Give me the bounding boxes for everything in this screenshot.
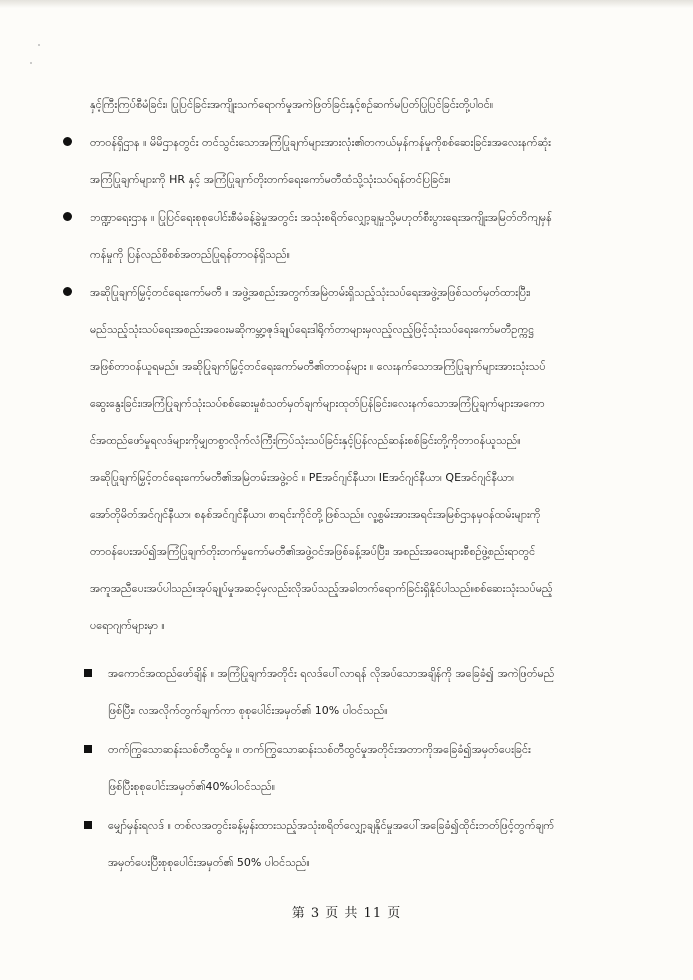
text-line: အကောင်အထည်ဖော်ချိန် ။ အကြံပြုချက်အတိုင်း ရလဒ်ပေါ်လာရန် လိုအပ်သောအချိန်ကို အခြေခံ၍ အကဲဖြတ်မည် <box>108 667 555 680</box>
text-line: င်အထည်ဖော်မှုရလဒ်များကိုမျှတစွာလိုက်လံကြီးကြပ်သုံးသပ်ခြင်းနှင့်ပြန်လည်ဆန်းစစ်ခြင်းတို့ကိုတာဝန်ယူသည်။ <box>90 434 521 447</box>
bullet-item-committee <box>90 274 553 644</box>
text-line: မည်သည့်သုံးသပ်ရေးအစည်းအဝေးမဆိုကမ္ဘာ့ဇုဒ်ချုပ်ရေးဒါရိုက်တာများမှလည့်လည့်ဖြင့်သုံးသပ်ရေးကော်မတီဥက္ကဋ္ဌ <box>90 323 535 336</box>
text-line: တာဝန်ပေးအပ်၍အကြံပြုချက်တိုးတက်မှုကော်မတီ၏အဖွဲ့ဝင်အဖြစ်ခန့်အပ်ပြီး၊ အစည်းအဝေးများစီစဉ်ဖွဲ့စည်းရာတွင် <box>90 545 536 558</box>
text-line: မျှော်မှန်းရလဒ် ။ တစ်လအတွင်းခန့်မှန်းထားသည့်အသုံးစရိတ်လျှော့ချနိုင်မှုအပေါ်အခြေခံ၍ထိုင်းဘတ်ဖြင့်တွက်ချက် <box>108 819 555 832</box>
page-number-footer: 第 3 页 共 11 页 <box>291 906 402 921</box>
text-line: အကူအညီပေးအပ်ပါသည်။အုပ်ချုပ်မှုအဆင့်မှလည်းလိုအပ်သည့်အခါတက်ရောက်ခြင်းရှိနိုင်ပါသည်။စစ်ဆေးသုံးသပ်မည့် <box>90 582 553 595</box>
text-line: အမှတ်ပေးပြီးစုစုပေါင်းအမှတ်၏ 50% ပါဝင်သည်။ <box>108 856 310 869</box>
sub-bullet-implementation-time <box>108 655 554 729</box>
square-bullet-icon <box>84 745 92 753</box>
text-line: နှင့်ကြီးကြပ်စီမံခြင်း၊ ပြုပြင်ခြင်းအကျိုးသက်ရောက်မှုအကဲဖြတ်ခြင်းနှင့်စဉ်ဆက်မပြတ်ပြုပြင်ခြင်းတို့ပါဝင်။ <box>90 98 494 111</box>
text-line: အကြံပြုချက်များကို HR နှင့် အကြံပြုချက်တိုးတက်ရေးကော်မတီထံသို့သုံးသပ်ရန်တင်ပြခြင်း။ <box>90 173 451 186</box>
sub-bullet-innovation <box>108 731 531 805</box>
text-line: အဆိုပြုချက်မြှင့်တင်ရေးကော်မတီ ။ အဖွဲ့အစည်းအတွက်အမြဲတမ်းရှိသည့်သုံးသပ်ရေးအဖွဲ့အဖြစ်သတ်မှတ်ထားပြီး၊ <box>90 286 531 299</box>
text-line: ဘဏ္ဍာရေးဌာန ။ ပြုပြင်ရေးစုစုပေါင်းစီမံခန့်ခွဲမှုအတွင်း အသုံးစရိတ်လျှော့ချမှုသို့မဟုတ်စီးပွားရေးအကျိုးအမြတ်တိကျမှန် <box>90 211 552 224</box>
square-bullet-icon <box>84 821 92 829</box>
intro-paragraph <box>90 86 493 123</box>
text-line: ဆွေးနွေးခြင်း၊အကြံပြုချက်သုံးသပ်စစ်ဆေးမှုစံသတ်မှတ်ချက်များထုတ်ပြန်ခြင်း၊လေးနက်သောအကြံပြုချက်များအကော <box>90 397 545 410</box>
bullet-item-finance <box>90 199 552 273</box>
text-line: အဖြစ်တာဝန်ယူရမည်။ အဆိုပြုချက်မြှင့်တင်ရေးကော်မတီ၏တာဝန်များ ။ လေးနက်သောအကြံပြုချက်များအားသုံးသပ် <box>90 360 546 373</box>
sub-bullet-expected-result <box>108 807 554 881</box>
text-line: ဖြစ်ပြီးစုစုပေါင်းအမှတ်၏40%ပါဝင်သည်။ <box>108 780 276 793</box>
bullet-icon <box>63 287 72 296</box>
text-line: အော်တိုမိတ်အင်ဂျင်နီယာ၊ စနစ်အင်ဂျင်နီယာ၊ စာရင်းကိုင်တို့ဖြစ်သည်။ လူ့စွမ်းအားအရင်းအမြစ်ဌာနမှဝန်ထမ်းများကို <box>90 508 541 521</box>
text-line: တက်ကြွသောဆန်းသစ်တီထွင်မှု ။ တက်ကြွသောဆန်းသစ်တီထွင်မှုအတိုင်းအတာကိုအခြေခံ၍အမှတ်ပေးခြင်း <box>108 743 531 756</box>
bullet-item-department <box>90 124 551 198</box>
text-line: အဆိုပြုချက်မြှင့်တင်ရေးကော်မတီ၏အမြဲတမ်းအဖွဲ့ဝင် ။ PEအင်ဂျင်နီယာ၊ IEအင်ဂျင်နီယာ၊ QEအင်ဂျင်နီယာ၊ <box>90 471 514 484</box>
text-line: ပရောဂျက်များမှာ ။ <box>90 619 165 632</box>
bullet-icon <box>63 212 72 221</box>
text-line: တာဝန်ရှိဌာန ။ မိမိဌာနတွင်း တင်သွင်းသောအကြံပြုချက်များအားလုံး၏တကယ်မှန်ကန်မှုကိုစစ်ဆေးခြင်း၊အလေးနက်ဆုံး <box>90 136 551 149</box>
square-bullet-icon <box>84 669 92 677</box>
text-line: ကန်မှုကို ပြန်လည်စိစစ်အတည်ပြုရန်တာဝန်ရှိသည်။ <box>90 248 290 261</box>
bullet-icon <box>63 137 72 146</box>
text-line: ဖြစ်ပြီး၊ လအလိုက်တွက်ချက်ကာ စုစုပေါင်းအမှတ်၏ 10% ပါဝင်သည်။ <box>108 704 388 717</box>
